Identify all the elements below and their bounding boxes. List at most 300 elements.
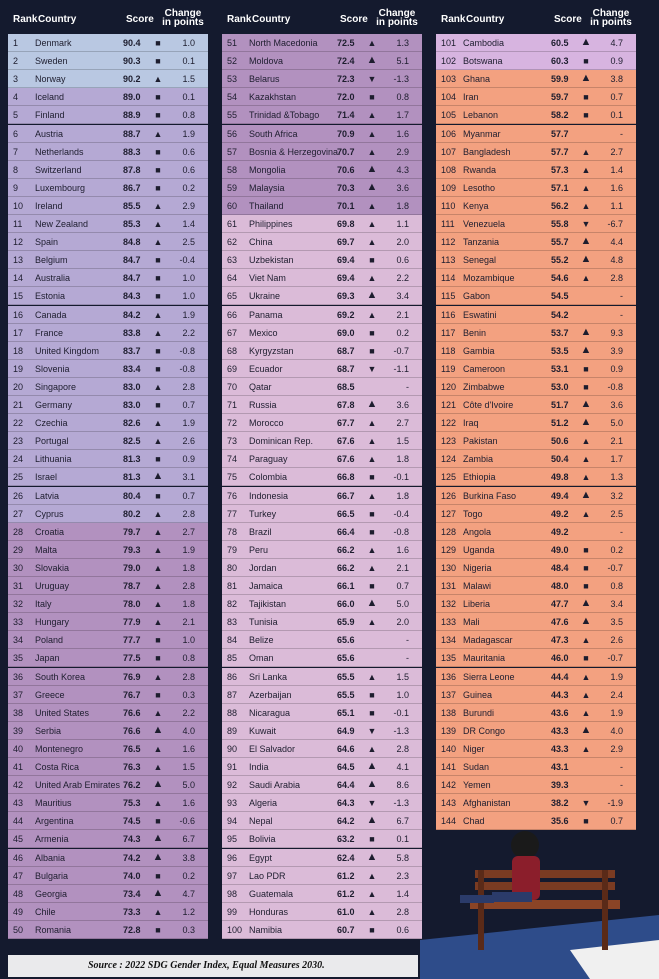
- score-cell: 78.0: [123, 599, 141, 610]
- country-cell: South Korea: [35, 671, 86, 682]
- rank-cell: 82: [227, 599, 238, 610]
- table-row: [222, 903, 422, 921]
- change-cell: 4.0: [182, 725, 195, 736]
- country-cell: Viet Nam: [249, 273, 286, 284]
- score-cell: 55.2: [551, 255, 569, 266]
- square-icon: ■: [155, 164, 161, 175]
- triangle-up-icon: ▲: [153, 762, 163, 772]
- change-cell: -0.8: [607, 381, 623, 392]
- score-cell: 88.9: [123, 110, 141, 121]
- table-row: [222, 776, 422, 794]
- change-cell: 2.2: [182, 707, 195, 718]
- rank-cell: 50: [13, 924, 24, 935]
- square-icon: ■: [155, 92, 161, 103]
- score-cell: 87.8: [123, 164, 141, 175]
- score-cell: 47.6: [551, 617, 569, 628]
- rank-cell: 40: [13, 743, 24, 754]
- score-cell: 56.2: [551, 200, 569, 211]
- table-row: [8, 758, 208, 776]
- rank-cell: 76: [227, 490, 238, 501]
- country-cell: El Salvador: [249, 743, 296, 754]
- score-cell: 86.7: [123, 182, 141, 193]
- rank-cell: 128: [441, 526, 457, 537]
- country-cell: Chad: [463, 816, 485, 827]
- rank-cell: 133: [441, 617, 457, 628]
- rank-cell: 14: [13, 273, 24, 284]
- table-row: [8, 324, 208, 342]
- score-cell: 53.7: [551, 327, 569, 338]
- rank-cell: 81: [227, 581, 238, 591]
- rank-cell: 80: [227, 562, 238, 573]
- change-cell: 1.4: [396, 888, 409, 899]
- score-cell: 64.5: [337, 762, 355, 772]
- table-row: [8, 776, 208, 794]
- change-cell: 5.1: [396, 56, 409, 67]
- score-cell: 50.6: [551, 436, 569, 447]
- country-cell: Tanzania: [463, 237, 500, 248]
- change-cell: -1.9: [607, 798, 623, 809]
- table-row: [436, 269, 636, 287]
- table-row: [8, 849, 208, 867]
- rank-cell: 144: [441, 816, 457, 827]
- triangle-up-icon: ▲: [367, 617, 377, 628]
- change-cell: -0.8: [179, 345, 195, 356]
- country-cell: Benin: [463, 327, 487, 338]
- country-cell: Malta: [35, 544, 58, 555]
- rank-cell: 103: [441, 74, 457, 85]
- rank-cell: 124: [441, 454, 457, 465]
- table-row: [222, 867, 422, 885]
- score-cell: 46.0: [551, 653, 569, 664]
- table-row: [222, 179, 422, 197]
- rank-cell: 109: [441, 182, 457, 193]
- change-cell: 1.9: [610, 707, 623, 718]
- change-cell: 3.6: [610, 400, 623, 410]
- rank-cell: 29: [13, 544, 24, 555]
- score-cell: 57.7: [551, 146, 569, 157]
- score-cell: 74.3: [123, 834, 141, 845]
- double-triangle-up-icon: ▲: [580, 343, 592, 356]
- rank-cell: 1: [13, 38, 19, 48]
- country-cell: Gabon: [463, 291, 491, 302]
- triangle-up-icon: ▲: [153, 798, 163, 809]
- change-cell: 1.8: [182, 562, 195, 573]
- score-cell: 66.0: [337, 599, 355, 610]
- header-score: Score: [340, 14, 368, 25]
- table-row: [8, 34, 208, 52]
- score-cell: 65.5: [337, 671, 355, 682]
- rank-cell: 107: [441, 146, 457, 157]
- table-row: [8, 161, 208, 179]
- country-cell: Togo: [463, 508, 483, 519]
- change-cell: 0.1: [396, 834, 409, 845]
- country-cell: South Africa: [249, 128, 298, 139]
- country-cell: Moldova: [249, 56, 284, 67]
- country-cell: Iran: [463, 92, 479, 103]
- change-cell: 4.3: [396, 164, 409, 175]
- table-row: [222, 342, 422, 360]
- country-cell: Germany: [35, 400, 73, 410]
- score-cell: 51.7: [551, 400, 569, 410]
- rank-cell: 135: [441, 653, 457, 664]
- change-cell: 0.9: [610, 56, 623, 67]
- rank-cell: 100: [227, 924, 243, 935]
- country-cell: Malaysia: [249, 182, 285, 193]
- table-row: [222, 849, 422, 867]
- country-cell: Oman: [249, 653, 274, 664]
- score-cell: 76.3: [123, 762, 141, 772]
- triangle-up-icon: ▲: [367, 743, 377, 754]
- square-icon: ■: [369, 526, 375, 537]
- triangle-up-icon: ▲: [153, 544, 163, 555]
- rank-cell: 54: [227, 92, 238, 103]
- score-cell: 76.7: [123, 689, 141, 700]
- rank-cell: 106: [441, 128, 457, 139]
- country-cell: Myanmar: [463, 128, 501, 139]
- double-triangle-up-icon: ▲: [366, 289, 378, 302]
- rank-cell: 87: [227, 689, 238, 700]
- triangle-up-icon: ▲: [153, 200, 163, 211]
- triangle-up-icon: ▲: [581, 182, 591, 193]
- country-cell: Ukraine: [249, 291, 281, 302]
- change-cell: 0.7: [396, 581, 409, 591]
- score-cell: 65.6: [337, 653, 355, 664]
- change-cell: -0.8: [393, 526, 409, 537]
- country-cell: Kenya: [463, 200, 489, 211]
- change-cell: -: [406, 381, 409, 392]
- change-cell: 0.9: [182, 454, 195, 465]
- country-cell: Ghana: [463, 74, 491, 85]
- country-cell: Belize: [249, 635, 274, 646]
- source-note: [8, 955, 418, 977]
- score-cell: 49.2: [551, 508, 569, 519]
- change-cell: 1.5: [182, 762, 195, 772]
- change-cell: 2.7: [610, 146, 623, 157]
- score-cell: 82.6: [123, 418, 141, 429]
- table-row: [436, 468, 636, 486]
- triangle-up-icon: ▲: [367, 309, 377, 320]
- triangle-up-icon: ▲: [367, 200, 377, 211]
- table-row: [8, 52, 208, 70]
- rank-cell: 47: [13, 870, 24, 881]
- rank-cell: 131: [441, 581, 457, 591]
- country-cell: Colombia: [249, 472, 288, 483]
- score-cell: 72.5: [337, 38, 355, 48]
- triangle-up-icon: ▲: [367, 906, 377, 917]
- country-cell: Kyrgyzstan: [249, 345, 294, 356]
- double-triangle-up-icon: ▲: [152, 832, 164, 845]
- change-cell: 2.1: [396, 309, 409, 320]
- table-row: [8, 432, 208, 450]
- change-cell: 0.8: [396, 92, 409, 103]
- score-cell: 61.2: [337, 870, 355, 881]
- score-cell: 54.2: [551, 309, 569, 320]
- rank-cell: 38: [13, 707, 24, 718]
- square-icon: ■: [583, 363, 589, 374]
- change-cell: 3.4: [396, 291, 409, 302]
- change-cell: 9.3: [610, 327, 623, 338]
- triangle-up-icon: ▲: [153, 508, 163, 519]
- country-cell: Mexico: [249, 327, 278, 338]
- change-cell: 1.3: [610, 472, 623, 483]
- table-row: [222, 106, 422, 124]
- square-icon: ■: [155, 38, 161, 48]
- square-icon: ■: [155, 110, 161, 121]
- triangle-up-icon: ▲: [581, 689, 591, 700]
- table-row: [8, 668, 208, 686]
- rank-cell: 112: [441, 237, 456, 248]
- change-cell: 0.6: [182, 164, 195, 175]
- rank-cell: 115: [441, 291, 456, 302]
- double-triangle-up-icon: ▲: [580, 325, 592, 338]
- score-cell: 48.0: [551, 581, 569, 591]
- triangle-up-icon: ▲: [367, 544, 377, 555]
- change-cell: 1.9: [182, 309, 195, 320]
- table-row: [222, 34, 422, 52]
- table-row: [436, 378, 636, 396]
- country-cell: Armenia: [35, 834, 69, 845]
- country-cell: Dominican Rep.: [249, 436, 314, 447]
- double-triangle-up-icon: ▲: [152, 470, 164, 483]
- score-cell: 84.7: [123, 273, 141, 284]
- table-row: [8, 70, 208, 88]
- table-row: [436, 70, 636, 88]
- table-row: [222, 161, 422, 179]
- square-icon: ■: [369, 581, 375, 591]
- score-cell: 76.5: [123, 743, 141, 754]
- change-cell: 1.5: [396, 436, 409, 447]
- double-triangle-up-icon: ▲: [580, 488, 592, 501]
- rank-cell: 7: [13, 146, 19, 157]
- country-cell: Burkina Faso: [463, 490, 517, 501]
- header-col-3: [436, 6, 636, 34]
- score-cell: 76.6: [123, 707, 141, 718]
- change-cell: 0.8: [182, 653, 195, 664]
- double-triangle-up-icon: ▲: [580, 416, 592, 429]
- table-row: [8, 233, 208, 251]
- score-cell: 90.4: [123, 38, 141, 48]
- square-icon: ■: [155, 490, 161, 501]
- change-cell: -0.7: [607, 653, 623, 664]
- rank-cell: 79: [227, 544, 238, 555]
- triangle-up-icon: ▲: [367, 870, 377, 881]
- score-cell: 67.6: [337, 454, 355, 465]
- rank-cell: 102: [441, 56, 457, 67]
- change-cell: 4.7: [182, 888, 195, 899]
- country-cell: Belgium: [35, 255, 68, 266]
- triangle-up-icon: ▲: [153, 128, 163, 139]
- rank-cell: 41: [13, 762, 24, 772]
- score-cell: 62.4: [337, 852, 355, 863]
- score-cell: 54.5: [551, 291, 569, 302]
- score-cell: 49.4: [551, 490, 569, 501]
- change-cell: 2.0: [396, 237, 409, 248]
- rank-cell: 139: [441, 725, 457, 736]
- change-cell: 1.8: [396, 490, 409, 501]
- change-cell: 1.9: [182, 128, 195, 139]
- rank-cell: 25: [13, 472, 24, 483]
- table-row: [8, 903, 208, 921]
- triangle-up-icon: ▲: [367, 146, 377, 157]
- score-cell: 57.3: [551, 164, 569, 175]
- triangle-down-icon: ▼: [367, 725, 377, 736]
- score-cell: 68.5: [337, 381, 355, 392]
- rank-cell: 49: [13, 906, 24, 917]
- table-row: [8, 704, 208, 722]
- change-cell: 2.6: [182, 436, 195, 447]
- change-cell: 2.5: [610, 508, 623, 519]
- table-row: [222, 70, 422, 88]
- score-cell: 76.6: [123, 725, 141, 736]
- rank-cell: 33: [13, 617, 24, 628]
- table-row: [436, 668, 636, 686]
- change-cell: 1.3: [396, 38, 409, 48]
- table-row: [8, 378, 208, 396]
- rank-cell: 90: [227, 743, 238, 754]
- rank-cell: 88: [227, 707, 238, 718]
- score-cell: 60.3: [551, 56, 569, 67]
- triangle-up-icon: ▲: [367, 273, 377, 284]
- score-cell: 43.3: [551, 743, 569, 754]
- country-cell: Argentina: [35, 816, 74, 827]
- country-cell: North Macedonia: [249, 38, 318, 48]
- square-icon: ■: [155, 56, 161, 67]
- rank-cell: 31: [13, 581, 24, 591]
- country-cell: Qatar: [249, 381, 272, 392]
- rank-cell: 125: [441, 472, 457, 483]
- country-cell: Honduras: [249, 906, 289, 917]
- score-cell: 90.2: [123, 74, 141, 85]
- rank-cell: 60: [227, 200, 238, 211]
- change-cell: -: [620, 780, 623, 791]
- change-cell: 0.9: [610, 363, 623, 374]
- table-row: [8, 125, 208, 143]
- country-cell: India: [249, 762, 269, 772]
- table-row: [8, 613, 208, 631]
- change-cell: 3.2: [610, 490, 623, 501]
- header-country: Country: [466, 14, 505, 25]
- square-icon: ■: [155, 255, 161, 266]
- table-row: [8, 396, 208, 414]
- square-icon: ■: [369, 327, 375, 338]
- country-cell: Australia: [35, 273, 71, 284]
- rank-cell: 44: [13, 816, 24, 827]
- square-icon: ■: [369, 924, 375, 935]
- score-cell: 74.5: [123, 816, 141, 827]
- country-cell: Yemen: [463, 780, 491, 791]
- change-cell: 1.0: [396, 689, 409, 700]
- country-cell: Saudi Arabia: [249, 780, 301, 791]
- rank-cell: 32: [13, 599, 24, 610]
- table-row: [436, 559, 636, 577]
- country-cell: Jamaica: [249, 581, 283, 591]
- rank-cell: 134: [441, 635, 457, 646]
- change-cell: 0.7: [610, 816, 623, 827]
- change-cell: 5.0: [396, 599, 409, 610]
- country-cell: Madagascar: [463, 635, 513, 646]
- rank-cell: 21: [13, 400, 24, 410]
- header-change: Change in points: [590, 8, 632, 28]
- square-icon: ■: [155, 653, 161, 664]
- table-row: [8, 269, 208, 287]
- score-cell: 84.3: [123, 291, 141, 302]
- country-cell: Ethiopia: [463, 472, 496, 483]
- score-cell: 48.4: [551, 562, 569, 573]
- change-cell: 4.7: [610, 38, 623, 48]
- triangle-up-icon: ▲: [581, 146, 591, 157]
- country-cell: Bolivia: [249, 834, 276, 845]
- table-row: [8, 559, 208, 577]
- score-cell: 71.4: [337, 110, 355, 121]
- country-cell: Russia: [249, 400, 277, 410]
- country-cell: Iraq: [463, 418, 479, 429]
- rank-cell: 57: [227, 146, 238, 157]
- rank-cell: 143: [441, 798, 457, 809]
- table-row: [8, 88, 208, 106]
- score-cell: 67.7: [337, 418, 355, 429]
- change-cell: 3.6: [396, 182, 409, 193]
- country-cell: Austria: [35, 128, 64, 139]
- score-cell: 79.0: [123, 562, 141, 573]
- table-row: [222, 740, 422, 758]
- rank-cell: 113: [441, 255, 456, 266]
- square-icon: ■: [369, 472, 375, 483]
- rank-cell: 101: [441, 38, 457, 48]
- table-row: [8, 885, 208, 903]
- country-cell: Gambia: [463, 345, 495, 356]
- table-row: [222, 233, 422, 251]
- score-cell: 85.3: [123, 219, 141, 229]
- country-cell: Tajikistan: [249, 599, 287, 610]
- country-cell: Philippines: [249, 219, 293, 229]
- triangle-up-icon: ▲: [153, 526, 163, 537]
- country-cell: Romania: [35, 924, 72, 935]
- country-cell: Morocco: [249, 418, 284, 429]
- rank-cell: 84: [227, 635, 238, 646]
- triangle-up-icon: ▲: [367, 110, 377, 121]
- change-cell: 2.9: [610, 743, 623, 754]
- rank-cell: 77: [227, 508, 238, 519]
- double-triangle-up-icon: ▲: [366, 180, 378, 193]
- score-cell: 65.5: [337, 689, 355, 700]
- table-row: [436, 505, 636, 523]
- country-cell: Algeria: [249, 798, 278, 809]
- rank-cell: 122: [441, 418, 457, 429]
- change-cell: 2.5: [182, 237, 195, 248]
- country-cell: Cyprus: [35, 508, 64, 519]
- table-row: [8, 867, 208, 885]
- table-row: [436, 414, 636, 432]
- table-row: [222, 287, 422, 305]
- square-icon: ■: [583, 92, 589, 103]
- rank-cell: 75: [227, 472, 238, 483]
- rank-cell: 22: [13, 418, 24, 429]
- country-cell: Cambodia: [463, 38, 505, 48]
- change-cell: -0.4: [393, 508, 409, 519]
- table-row: [436, 794, 636, 812]
- score-cell: 64.4: [337, 780, 355, 791]
- double-triangle-up-icon: ▲: [580, 235, 592, 248]
- table-row: [8, 106, 208, 124]
- triangle-up-icon: ▲: [367, 454, 377, 465]
- score-cell: 69.0: [337, 327, 355, 338]
- rank-cell: 129: [441, 544, 457, 555]
- change-cell: -0.4: [179, 255, 195, 266]
- country-cell: Panama: [249, 309, 283, 320]
- table-row: [222, 541, 422, 559]
- score-cell: 77.7: [123, 635, 141, 646]
- score-cell: 69.4: [337, 273, 355, 284]
